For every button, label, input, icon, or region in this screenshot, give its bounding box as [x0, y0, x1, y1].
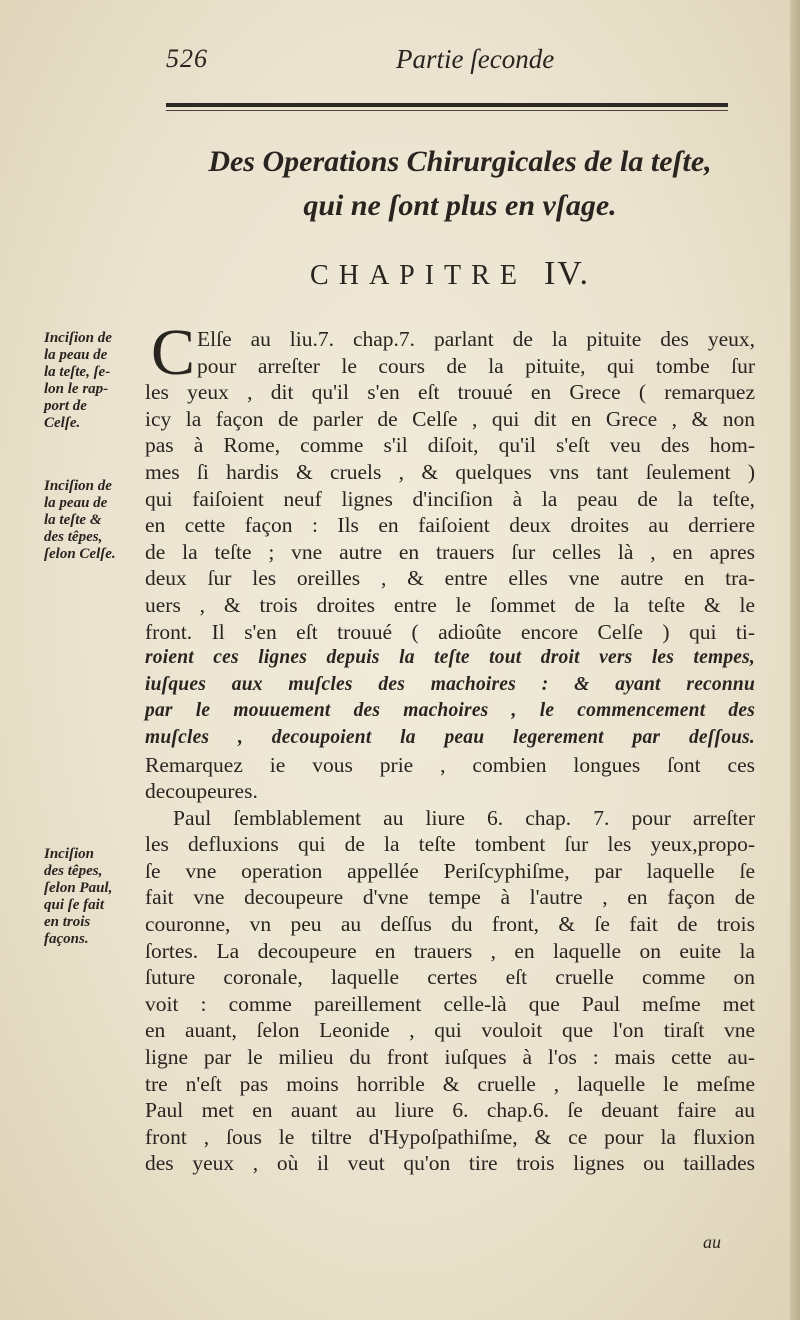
margin-note-1	[44, 330, 148, 432]
text-line: ſortes. La decoupeure en trauers , en laquelle on euite la	[145, 938, 755, 963]
margin-note-line: la teſte, ſe-	[44, 364, 111, 380]
text-line: pour arreſter le cours de la pituite, qui tombe ſur	[197, 353, 755, 378]
text-line: en cette façon : Ils en faiſoient deux droites au derriere	[145, 513, 755, 538]
margin-note-line: qui ſe fait	[44, 897, 104, 913]
header-rule-thin	[166, 110, 728, 111]
text-line: muſcles , decoupoient la peau legerement par deſſous.	[145, 726, 755, 748]
text-line: en auant, ſelon Leonide , qui vouloit que l'on tiraſt vne	[145, 1018, 755, 1043]
page-header	[0, 38, 800, 78]
text-line: Remarquez ie vous prie , combien longues ſont ces	[145, 752, 755, 777]
text-line: couronne, vn peu au deſſus du front, & ſe fait de trois	[145, 912, 755, 937]
text-line: decoupeures.	[145, 779, 258, 804]
margin-note-line: ſelon Celſe.	[44, 546, 116, 562]
margin-note-line: Inciſion de	[44, 478, 112, 494]
drop-cap: C	[151, 316, 196, 389]
margin-note-line: la peau de	[44, 495, 108, 511]
chapter-heading	[150, 255, 750, 293]
text-line: Paul ſemblablement au liure 6. chap. 7. pour arreſter	[173, 805, 755, 830]
margin-note-line: la teſte &	[44, 512, 102, 528]
text-line: deux ſur les oreilles , & entre elles vne autre en tra-	[145, 566, 755, 591]
text-line: par le mouuement des machoires , le commencement des	[145, 700, 755, 722]
section-title-line-2: qui ne ſont plus en vſage.	[303, 189, 617, 222]
margin-note-line: port de	[44, 398, 87, 414]
margin-note-line: en trois	[44, 914, 91, 930]
margin-note-line: Inciſion de	[44, 330, 112, 346]
margin-note-line: des têpes,	[44, 529, 103, 545]
text-line: pas à Rome, comme s'il diſoit, qu'il s'eſt veu des hom-	[145, 433, 755, 458]
running-head: Partie ſeconde	[396, 44, 555, 74]
text-line: les yeux , dit qu'il s'en eſt trouué en Grece ( remarquez	[145, 380, 755, 405]
text-line: des yeux , où il veut qu'on tire trois lignes ou taillades	[145, 1151, 755, 1176]
page-number: 526	[166, 44, 208, 73]
text-line: uers , & trois droites entre le ſommet de la teſte & le	[145, 592, 755, 617]
catchword: au	[703, 1232, 721, 1252]
margin-note-3	[44, 846, 148, 948]
section-title	[150, 140, 770, 228]
margin-note-line: ſelon Paul,	[44, 880, 113, 896]
text-line: iuſques aux muſcles des machoires : & ayant reconnu	[145, 673, 755, 695]
section-title-line-1: Des Operations Chirurgicales de la teſte,	[208, 145, 712, 178]
header-rule-thick	[166, 103, 728, 107]
chapter-number: IV.	[543, 255, 590, 292]
text-line: front , ſous le tiltre d'Hypoſpathiſme, & ce pour la fluxion	[145, 1124, 755, 1149]
text-line: les defluxions qui de la teſte tombent ſur les yeux,propo-	[145, 832, 755, 857]
text-line: voit : comme pareillement celle-là que Paul meſme met	[145, 991, 755, 1016]
body-text	[145, 316, 755, 1177]
text-line: fait vne decoupeure d'vne tempe à l'autre , en façon de	[145, 885, 755, 910]
text-line: qui faiſoient neuf lignes d'inciſion à la peau de la teſte,	[145, 486, 755, 511]
margin-note-line: façons.	[44, 931, 89, 947]
text-line: de la teſte ; vne autre en trauers ſur celles là , en apres	[145, 539, 755, 564]
text-line: ligne par le milieu du front iuſques à l'os : mais cette au-	[145, 1045, 755, 1070]
margin-note-line: Inciſion	[44, 846, 95, 862]
chapter-label: CHAPITRE	[310, 260, 527, 291]
margin-note-line: la peau de	[44, 347, 108, 363]
margin-note-line: des têpes,	[44, 863, 103, 879]
text-line: front. Il s'en eſt trouué ( adioûte encore Celſe ) qui ti-	[145, 619, 755, 644]
text-line: Paul met en auant au liure 6. chap.6. ſe deuant faire au	[145, 1098, 755, 1123]
text-line: roient ces lignes depuis la teſte tout droit vers les tempes,	[145, 647, 755, 669]
margin-note-line: Celſe.	[44, 415, 81, 431]
page-edge	[790, 0, 800, 1320]
text-line: tre n'eſt pas moins horrible & cruelle , laquelle le meſme	[145, 1071, 755, 1096]
text-line: ſe vne operation appellée Periſcyphiſme, par laquelle ſe	[145, 858, 755, 883]
text-line: ſuture coronale, laquelle certes eſt cruelle comme on	[145, 965, 755, 990]
margin-note-2	[44, 478, 148, 563]
text-line: Elſe au liu.7. chap.7. parlant de la pituite des yeux,	[197, 327, 755, 351]
margin-note-line: lon le rap-	[44, 381, 109, 397]
text-line: icy la façon de parler de Celſe , qui dit en Grece , & non	[145, 406, 755, 431]
text-line: mes ſi hardis & cruels , & quelques vns tant ſeulement )	[145, 459, 755, 484]
